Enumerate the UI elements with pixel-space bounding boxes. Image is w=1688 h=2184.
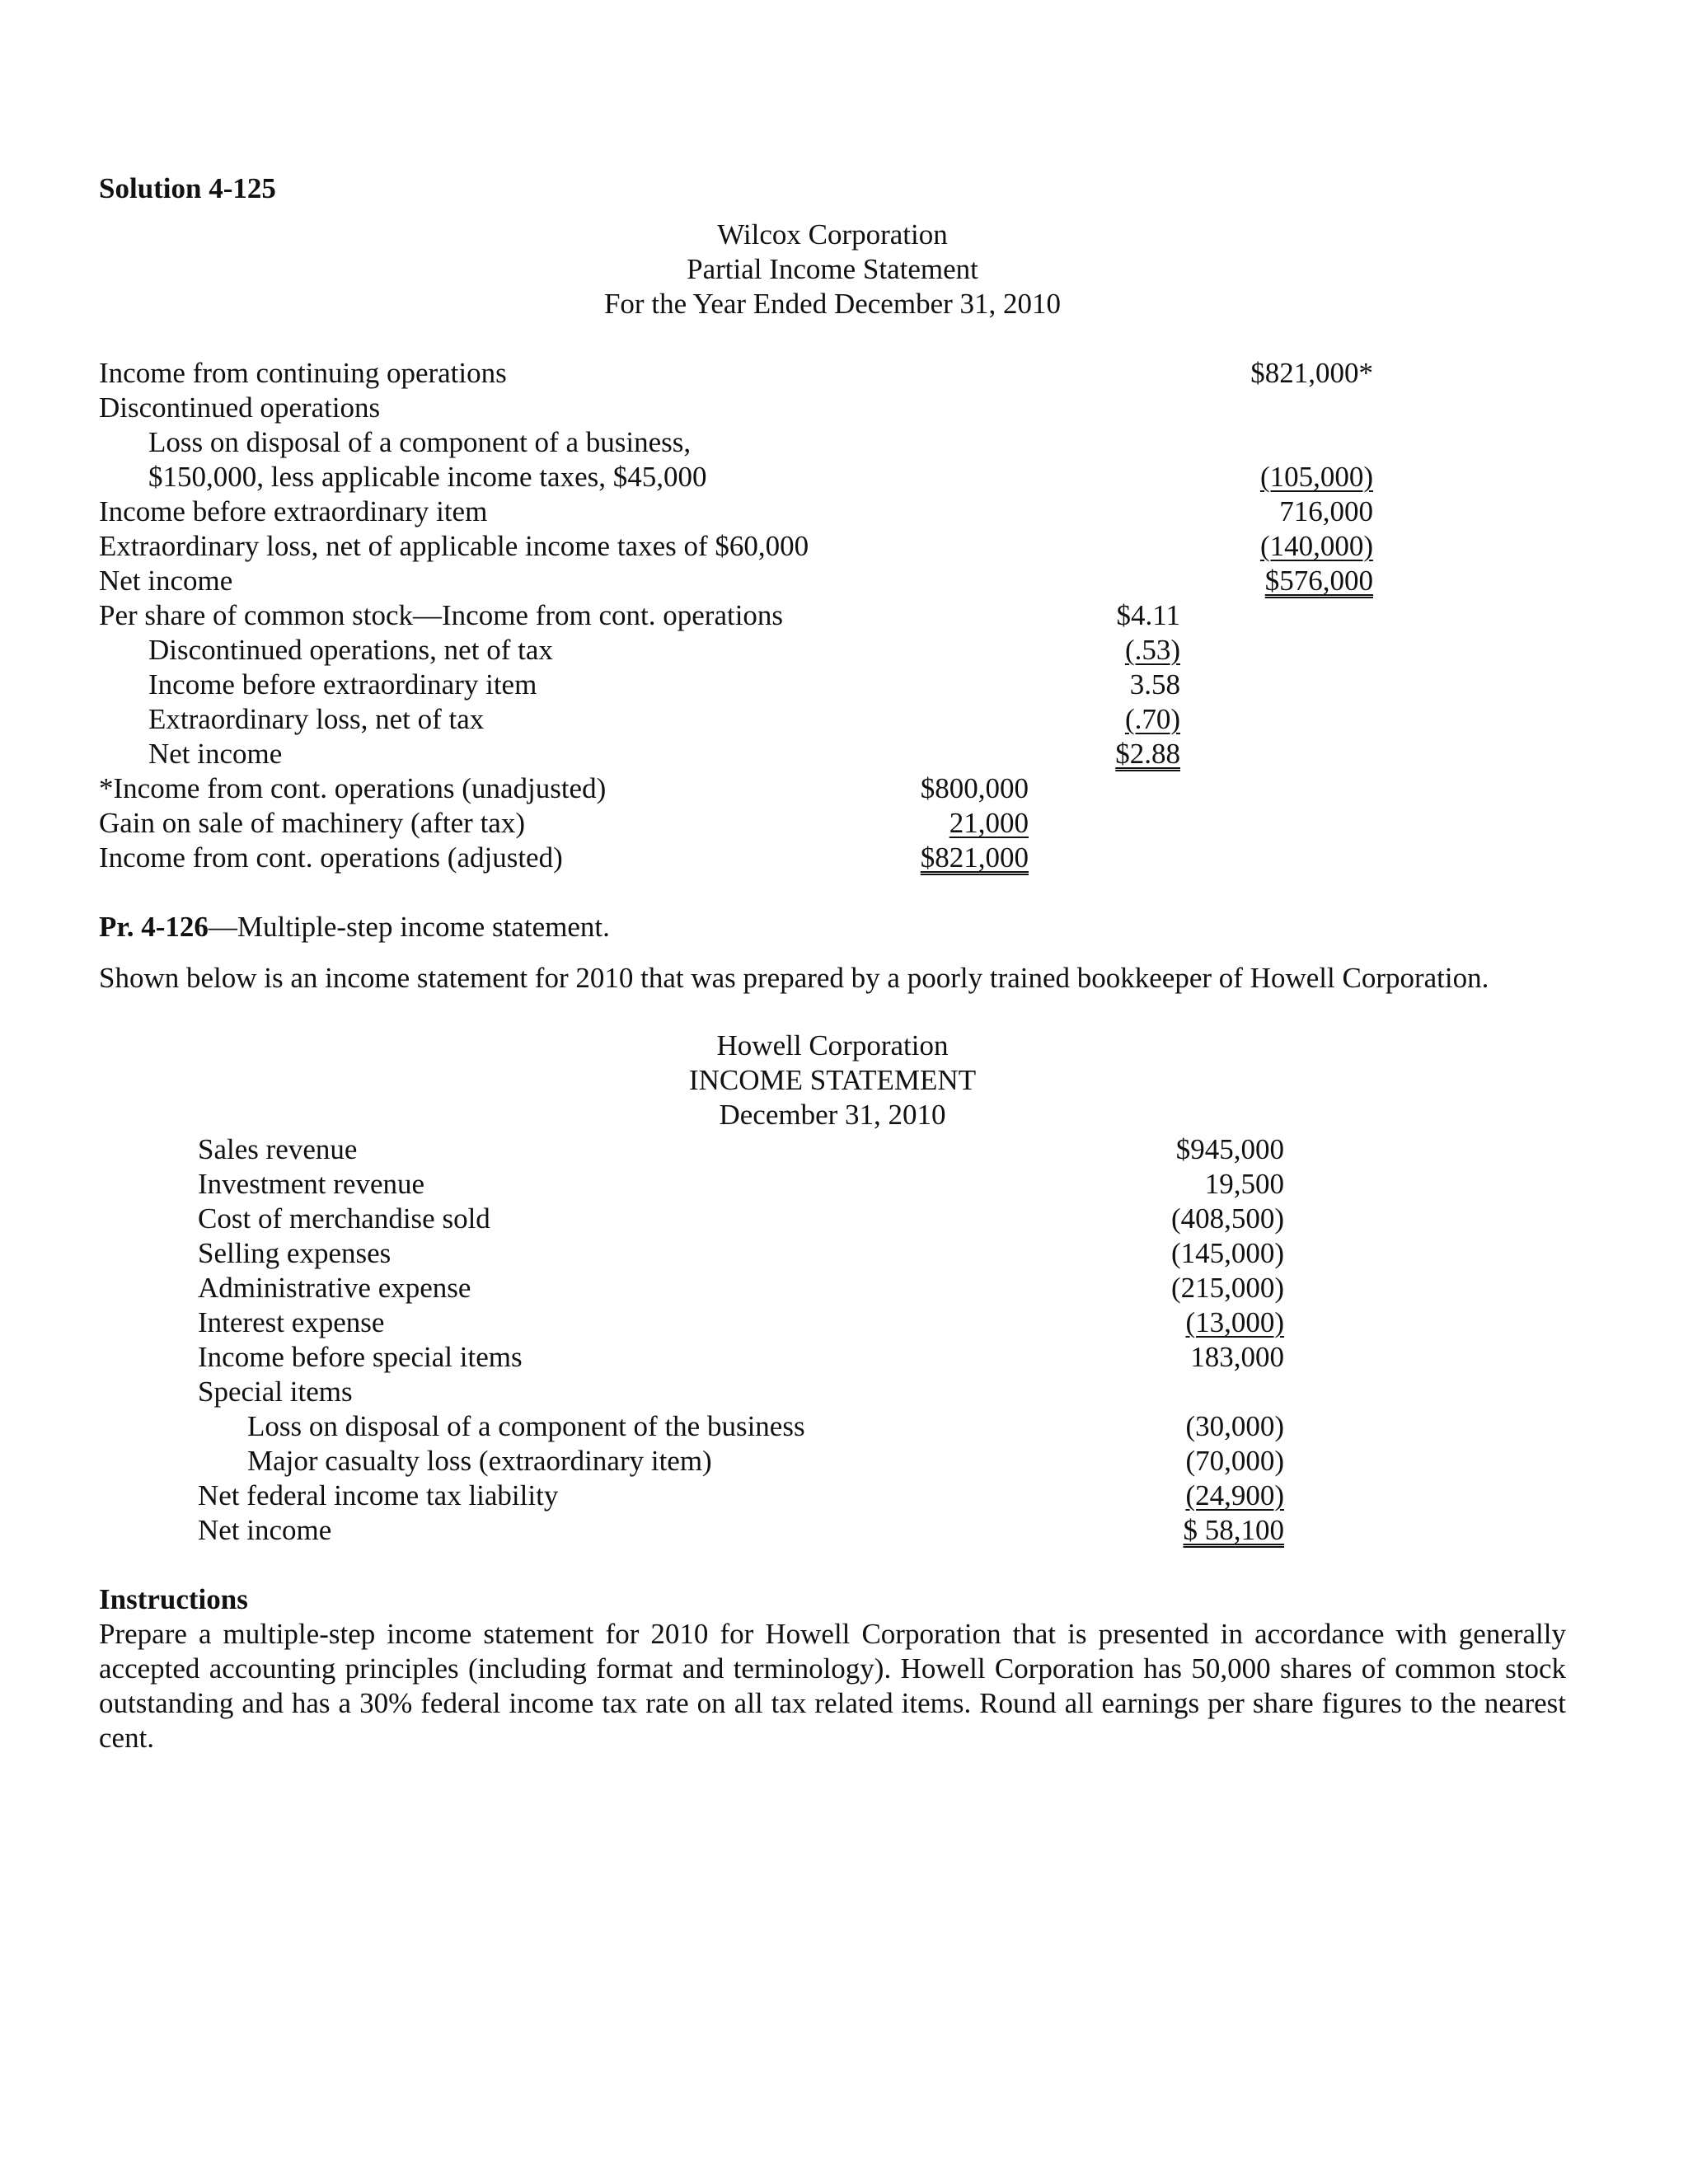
wilcox-row [99,460,1566,494]
wilcox-amount-c2: $4.11 [1116,599,1180,631]
wilcox-row [99,356,1566,391]
howell-amount: (24,900) [1185,1479,1284,1511]
wilcox-row-label: Income from continuing operations [99,357,507,389]
howell-row [99,1271,1566,1305]
howell-statement-name: INCOME STATEMENT [688,1064,977,1096]
howell-row [99,1236,1566,1271]
wilcox-row-label: Gain on sale of machinery (after tax) [99,807,525,839]
wilcox-amount-c2: $2.88 [1115,738,1180,770]
howell-row-label: Special items [198,1376,353,1408]
wilcox-amount-c2: (.70) [1124,703,1180,735]
wilcox-amount-c1: $821,000 [920,841,1029,874]
howell-statement-table [99,1132,1566,1548]
wilcox-row-label: Income before extraordinary item [99,495,488,527]
howell-row-label: Interest expense [198,1306,385,1338]
wilcox-row-label: Extraordinary loss, net of applicable income taxes of $60,000 [99,530,809,562]
howell-title-block [99,1029,1566,1132]
howell-row-label: Loss on disposal of a component of the business [247,1410,805,1442]
wilcox-statement-period: For the Year Ended December 31, 2010 [603,288,1062,320]
howell-amount: 183,000 [1190,1341,1284,1373]
wilcox-row-label: $150,000, less applicable income taxes, $45,000 [148,461,707,493]
wilcox-row [99,598,1566,633]
instructions-heading: Instructions [99,1583,248,1615]
howell-row [99,1132,1566,1167]
howell-amount: 19,500 [1204,1168,1284,1200]
wilcox-row [99,737,1566,771]
wilcox-amount-c2: 3.58 [1129,668,1180,701]
howell-row [99,1202,1566,1236]
wilcox-statement-name: Partial Income Statement [687,253,978,285]
howell-amount: (145,000) [1170,1237,1284,1269]
problem-number: Pr. 4-126 [99,911,209,943]
howell-amount: (215,000) [1170,1272,1284,1304]
wilcox-row [99,633,1566,668]
howell-row [99,1444,1566,1479]
howell-row-label: Selling expenses [198,1237,392,1269]
howell-amount: (30,000) [1185,1410,1284,1442]
wilcox-amount-c3: $821,000* [1250,357,1373,389]
wilcox-amount-c3: $576,000 [1264,565,1373,597]
howell-row [99,1409,1566,1444]
howell-row-label: Investment revenue [198,1168,425,1200]
howell-company-name: Howell Corporation [716,1029,949,1062]
wilcox-row-label: Net income [148,738,283,770]
howell-amount: (13,000) [1185,1306,1284,1338]
solution-heading: Solution 4-125 [99,172,276,204]
wilcox-row [99,391,1566,425]
wilcox-amount-c1: 21,000 [949,807,1029,839]
wilcox-row-label: Income before extraordinary item [148,668,537,701]
howell-amount: $945,000 [1175,1133,1284,1165]
wilcox-statement-table [99,356,1566,875]
howell-row-label: Administrative expense [198,1272,471,1304]
howell-row [99,1167,1566,1202]
instructions-text: Prepare a multiple-step income statement for 2010 for Howell Corporation that is presented in accordance with generally accepted accounting principles (including format and terminology). Howell Corporation has 50,000 shares of common stock outstanding and has a 30% federal income tax rate on all tax related items. Round all earnings per share figures to the nearest cent. [99,1618,1566,1754]
wilcox-row-label: Discontinued operations [99,391,381,424]
wilcox-row-label: Loss on disposal of a component of a business, [148,426,692,458]
wilcox-row [99,494,1566,529]
wilcox-row [99,806,1566,841]
wilcox-row-label: Discontinued operations, net of tax [148,634,553,666]
howell-row [99,1513,1566,1548]
howell-row [99,1375,1566,1409]
wilcox-amount-c3: (105,000) [1259,461,1373,493]
document-page [99,171,1566,1755]
wilcox-row [99,771,1566,806]
wilcox-row [99,564,1566,598]
wilcox-amount-c2: (.53) [1124,634,1180,666]
howell-statement-date: December 31, 2010 [719,1099,946,1131]
wilcox-row [99,529,1566,564]
howell-row [99,1305,1566,1340]
howell-row-label: Sales revenue [198,1133,358,1165]
howell-row-label: Net income [198,1514,332,1546]
howell-row-label: Net federal income tax liability [198,1479,559,1511]
wilcox-row-label: Income from cont. operations (adjusted) [99,841,563,874]
howell-amount: $ 58,100 [1183,1514,1284,1546]
wilcox-amount-c3: (140,000) [1259,530,1373,562]
wilcox-amount-c1: $800,000 [920,772,1029,804]
problem-intro: Shown below is an income statement for 2010 that was prepared by a poorly trained bookkeeper of Howell Corporation. [99,962,1489,994]
wilcox-row-label: *Income from cont. operations (unadjusted) [99,772,607,804]
wilcox-amount-c3: 716,000 [1279,495,1373,527]
howell-row [99,1340,1566,1375]
howell-amount: (408,500) [1170,1202,1284,1235]
wilcox-row-label: Per share of common stock—Income from cont. operations [99,599,784,631]
howell-amount: (70,000) [1185,1445,1284,1477]
howell-row-label: Major casualty loss (extraordinary item) [247,1445,712,1477]
howell-row [99,1479,1566,1513]
wilcox-row [99,702,1566,737]
wilcox-row-label: Net income [99,565,233,597]
problem-title: —Multiple-step income statement. [208,911,610,943]
wilcox-title-block [99,218,1566,321]
howell-row-label: Income before special items [198,1341,523,1373]
wilcox-row [99,668,1566,702]
wilcox-row [99,841,1566,875]
wilcox-company-name: Wilcox Corporation [717,218,948,251]
problem-heading [99,910,1566,944]
wilcox-row [99,425,1566,460]
wilcox-row-label: Extraordinary loss, net of tax [148,703,485,735]
howell-row-label: Cost of merchandise sold [198,1202,490,1235]
